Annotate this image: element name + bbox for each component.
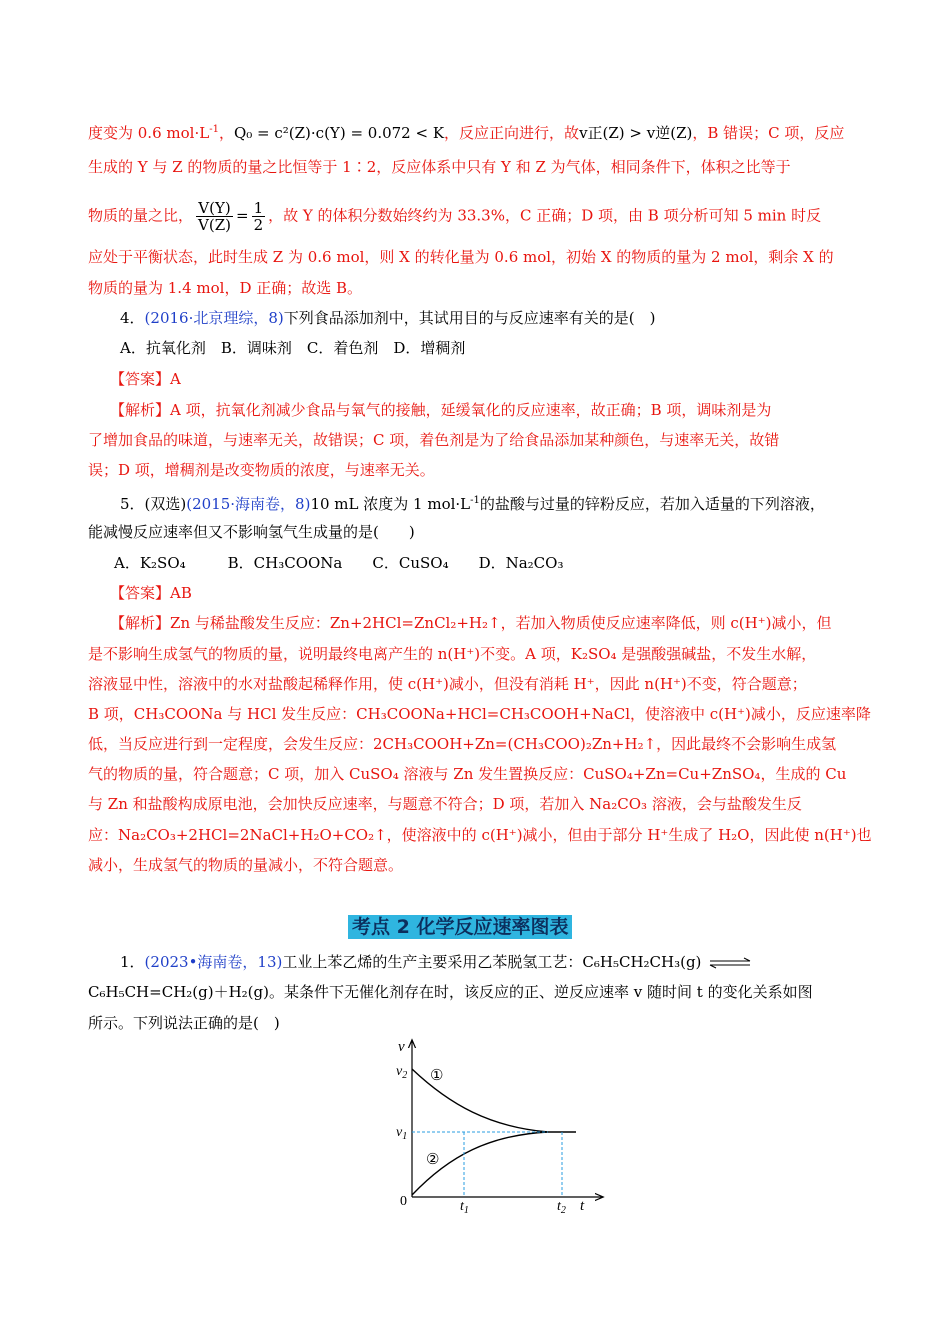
q5-explanation-1: 【解析】Zn 与稀盐酸发生反应：Zn+2HCl=ZnCl₂+H₂↑，若加入物质使反应速率降低，则 c(H⁺)减小，但 <box>110 614 832 632</box>
p1-stem-3: 所示。下列说法正确的是( ) <box>88 1014 280 1032</box>
q5-stem: 5．(双选)(2015·海南卷，8)10 mL 浓度为 1 $mol\cdot L^{-1}$的盐酸与过量的锌粉反应，若加入适量的下列溶液， <box>120 495 825 513</box>
volume-ratio-fraction: $\frac{V(Y)}{V(Z)}$ <box>198 199 231 234</box>
prev-line-5: 物质的量为 1.4 mol，D 正确；故选 B。 <box>88 279 363 297</box>
q4-source: (2016·北京理综，8) <box>144 309 284 327</box>
q4-explanation-3: 误；D 项，增稠剂是改变物质的浓度，与速率无关。 <box>88 461 435 479</box>
q4-explanation-2: 了增加食品的味道，与速率无关，故错误；C 项，着色剂是为了给食品添加某种颜色，与速率无关，故错 <box>88 431 780 449</box>
rate-inequality: v正(Z) > v逆(Z) <box>579 124 693 142</box>
q5-answer: 【答案】AB <box>110 584 192 602</box>
q5-explanation-7: 与 Zn 和盐酸构成原电池，会加快反应速率，与题意不符合；D 项，若加入 Na₂CO₃ 溶液，会与盐酸发生反 <box>88 795 802 813</box>
q4-answer: 【答案】A <box>110 370 181 388</box>
q5-explanation-9: 减小，生成氢气的物质的量减小，不符合题意。 <box>88 856 404 874</box>
q5-explanation-8: 应：Na₂CO₃+2HCl=2NaCl+H₂O+CO₂↑，使溶液中的 c(H⁺)减小，但由于部分 H⁺生成了 H₂O，因此使 n(H⁺)也 <box>88 826 872 844</box>
q5-explanation-5: 低，当反应进行到一定程度，会发生反应：2CH₃COOH+Zn=(CH₃COO)₂Zn+H₂↑，因此最终不会影响生成氢 <box>88 735 837 753</box>
p1-source: (2023•海南卷，13) <box>144 953 283 971</box>
q5-source: (2015·海南卷，8) <box>186 495 311 513</box>
section-header <box>348 912 572 939</box>
t2-label: $t_2$ <box>557 1199 566 1215</box>
q4-stem: 4．(2016·北京理综，8)下列食品添加剂中，其试用目的与反应速率有关的是( ) <box>120 309 656 327</box>
curve-2-label: ② <box>426 1152 440 1168</box>
prev-line-3: 物质的量之比， $\frac{V(Y)}{V(Z)}$ = $\frac{1}{2}$ ，故 Y 的体积分数始终约为 33.3%，C 正确；D 项，由 B 项分析可知 5 min 时反 <box>88 199 822 234</box>
v2-label: $v_2$ <box>396 1064 408 1081</box>
rate-time-graph <box>380 1035 610 1215</box>
curve-1-label: ① <box>430 1068 444 1084</box>
q5-explanation-3: 溶液显中性，溶液中的水对盐酸起稀释作用，使 c(H⁺)减小，但没有消耗 H⁺，因此 n(H⁺)不变，符合题意； <box>88 675 807 693</box>
q5-stem-2: 能减慢反应速率但又不影响氢气生成量的是( ) <box>88 523 415 541</box>
p1-stem: 1．(2023•海南卷，13)工业上苯乙烯的生产主要采用乙苯脱氢工艺：C₆H₅CH₂CH₃(g) <box>120 950 752 974</box>
equilibrium-arrows-icon <box>708 957 752 969</box>
q5-explanation-6: 气的物质的量，符合题意；C 项，加入 CuSO₄ 溶液与 Zn 发生置换反应：CuSO₄+Zn=Cu+ZnSO₄，生成的 Cu <box>88 765 847 783</box>
q4-explanation-1: 【解析】A 项，抗氧化剂减少食品与氧气的接触，延缓氧化的反应速率，故正确；B 项，调味剂是为 <box>110 401 772 419</box>
q0-formula: Q₀ = c²(Z)·c(Y) = 0.072 < K <box>233 124 445 142</box>
prev-line-1: 度变为 0.6 $mol\cdot L^{-1}$，Q₀ = c²(Z)·c(Y) = 0.072 < K，反应正向进行，故v正(Z) > v逆(Z)，B 错误；C 项，反应 <box>88 124 845 142</box>
v1-label: $v_1$ <box>396 1125 408 1142</box>
one-half-fraction: $\frac{1}{2}$ <box>253 199 264 234</box>
y-axis-label: v <box>398 1039 405 1055</box>
q5-options: A．K₂SO₄ B．CH₃COONa C．CuSO₄ D．Na₂CO₃ <box>114 554 564 572</box>
prev-line-2: 生成的 Y 与 Z 的物质的量之比恒等于 1∶2，反应体系中只有 Y 和 Z 为气体，相同条件下，体积之比等于 <box>88 158 791 176</box>
x-axis-label: t <box>580 1198 585 1214</box>
t1-label: $t_1$ <box>460 1199 469 1215</box>
prev-line-4: 应处于平衡状态，此时生成 Z 为 0.6 mol，则 X 的转化量为 0.6 mol，初始 X 的物质的量为 2 mol，剩余 X 的 <box>88 248 834 266</box>
q5-explanation-2: 是不影响生成氢气的物质的量，说明最终电离产生的 n(H⁺)不变。A 项，K₂SO₄ 是强酸强碱盐，不发生水解， <box>88 645 817 663</box>
q4-options: A．抗氧化剂 B．调味剂 C．着色剂 D．增稠剂 <box>120 339 466 357</box>
q5-explanation-4: B 项，CH₃COONa 与 HCl 发生反应：CH₃COONa+HCl=CH₃COOH+NaCl，使溶液中 c(H⁺)减小，反应速率降 <box>88 705 871 723</box>
origin-label: 0 <box>400 1194 407 1209</box>
section-title: 考点 2 化学反应速率图表 <box>348 915 572 939</box>
p1-stem-2: C₆H₅CH=CH₂(g)＋H₂(g)。某条件下无催化剂存在时，该反应的正、逆反应速率 v 随时间 t 的变化关系如图 <box>88 983 813 1001</box>
